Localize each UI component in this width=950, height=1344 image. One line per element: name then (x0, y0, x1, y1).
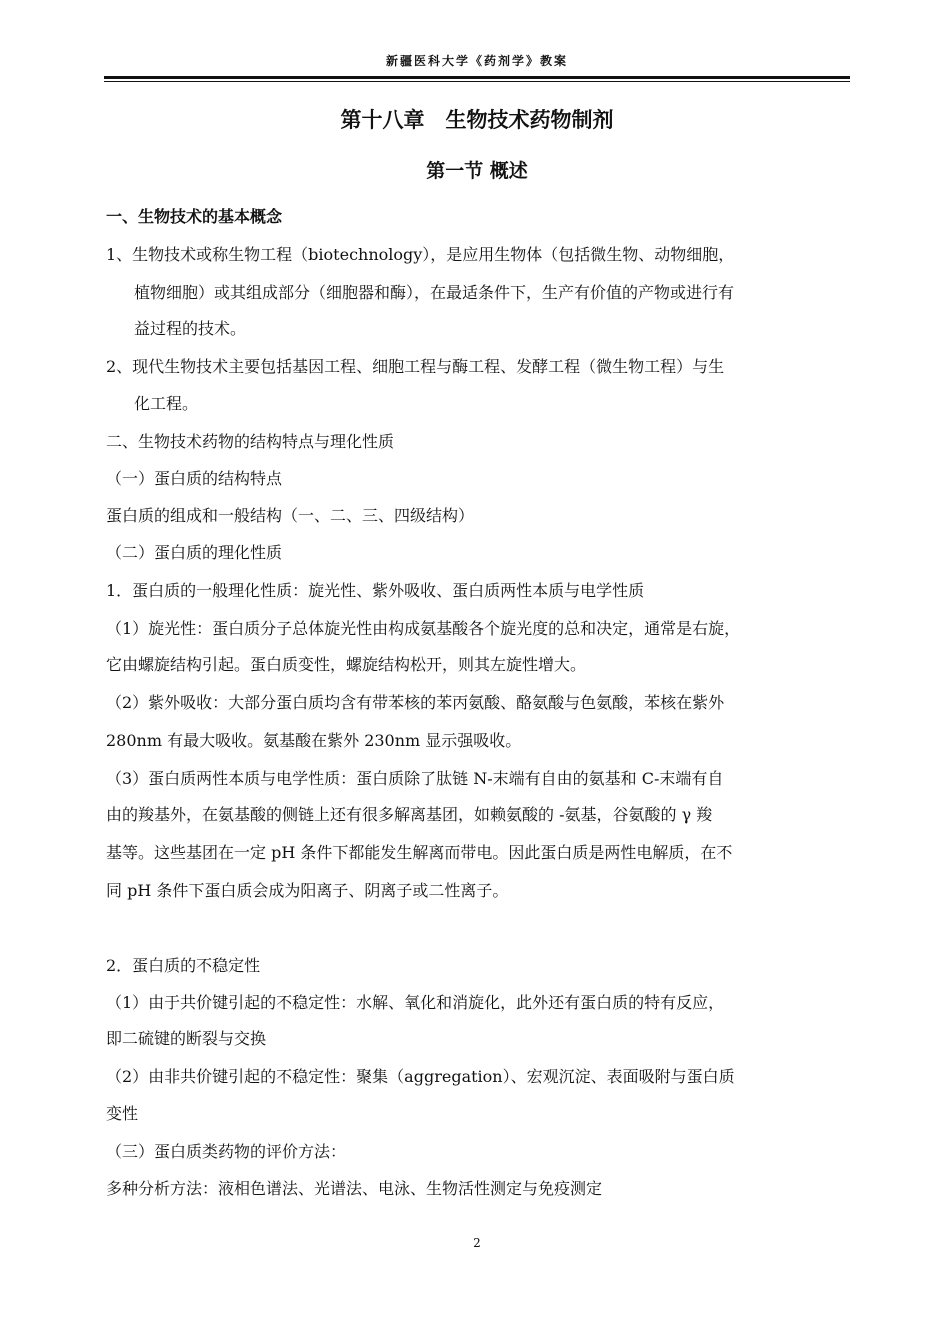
subheading: （三）蛋白质类药物的评价方法： (106, 1142, 347, 1161)
paragraph-line: 它由螺旋结构引起。蛋白质变性，螺旋结构松开，则其左旋性增大。 (106, 655, 587, 674)
paragraph-line: 2．蛋白质的不稳定性 (106, 956, 261, 975)
paragraph-line: 益过程的技术。 (134, 319, 247, 338)
paragraph-line: 化工程。 (134, 394, 199, 413)
paragraph-line: 1．蛋白质的一般理化性质：旋光性、紫外吸收、蛋白质两性本质与电学性质 (106, 581, 645, 600)
header-rule-thin (104, 81, 850, 82)
paragraph-line: （2）由非共价键引起的不稳定性：聚集（aggregation）、宏观沉淀、表面吸附与蛋白质 (106, 1067, 735, 1086)
paragraph-line: （1）旋光性：蛋白质分子总体旋光性由构成氨基酸各个旋光度的总和决定，通常是右旋， (106, 619, 741, 638)
paragraph-line: 基等。这些基团在一定 pH 条件下都能发生解离而带电。因此蛋白质是两性电解质，在不 (106, 843, 733, 862)
chapter-title: 第十八章 生物技术药物制剂 (340, 107, 614, 132)
paragraph-line: 1、生物技术或称生物工程（biotechnology），是应用生物体（包括微生物、动物细胞， (106, 245, 735, 264)
paragraph-line: （3）蛋白质两性本质与电学性质：蛋白质除了肽链 N-末端有自由的氨基和 C-末端有自 (106, 769, 724, 788)
running-header: 新疆医科大学《药剂学》教案 (385, 54, 568, 68)
paragraph-line: 280nm 有最大吸收。氨基酸在紫外 230nm 显示强吸收。 (106, 731, 522, 750)
paragraph-line: 蛋白质的组成和一般结构（一、二、三、四级结构） (106, 506, 475, 525)
paragraph-line: 同 pH 条件下蛋白质会成为阳离子、阴离子或二性离子。 (106, 881, 509, 900)
paragraph-line: 植物细胞）或其组成部分（细胞器和酶），在最适条件下，生产有价值的产物或进行有 (134, 283, 735, 302)
heading-basic-concept: 一、生物技术的基本概念 (106, 207, 283, 226)
paragraph-line: 多种分析方法：液相色谱法、光谱法、电泳、生物活性测定与免疫测定 (106, 1179, 603, 1198)
paragraph-line: 即二硫键的断裂与交换 (106, 1029, 267, 1048)
page-number: 2 (473, 1236, 481, 1250)
paragraph-line: （1）由于共价键引起的不稳定性：水解、氧化和消旋化，此外还有蛋白质的特有反应， (106, 993, 725, 1012)
paragraph-line: （2）紫外吸收：大部分蛋白质均含有带苯核的苯丙氨酸、酪氨酸与色氨酸，苯核在紫外 (106, 693, 725, 712)
paragraph-line: 由的羧基外，在氨基酸的侧链上还有很多解离基团，如赖氨酸的 -氨基，谷氨酸的 γ 羧 (106, 805, 713, 824)
paragraph-line: 2、现代生物技术主要包括基因工程、细胞工程与酶工程、发酵工程（微生物工程）与生 (106, 357, 725, 376)
header-rule-thick (104, 76, 850, 79)
subheading: （一）蛋白质的结构特点 (106, 469, 283, 488)
paragraph-line: 变性 (106, 1104, 139, 1123)
section-title: 第一节 概述 (426, 160, 528, 182)
heading-structure-properties: 二、生物技术药物的结构特点与理化性质 (106, 432, 395, 451)
subheading: （二）蛋白质的理化性质 (106, 543, 283, 562)
